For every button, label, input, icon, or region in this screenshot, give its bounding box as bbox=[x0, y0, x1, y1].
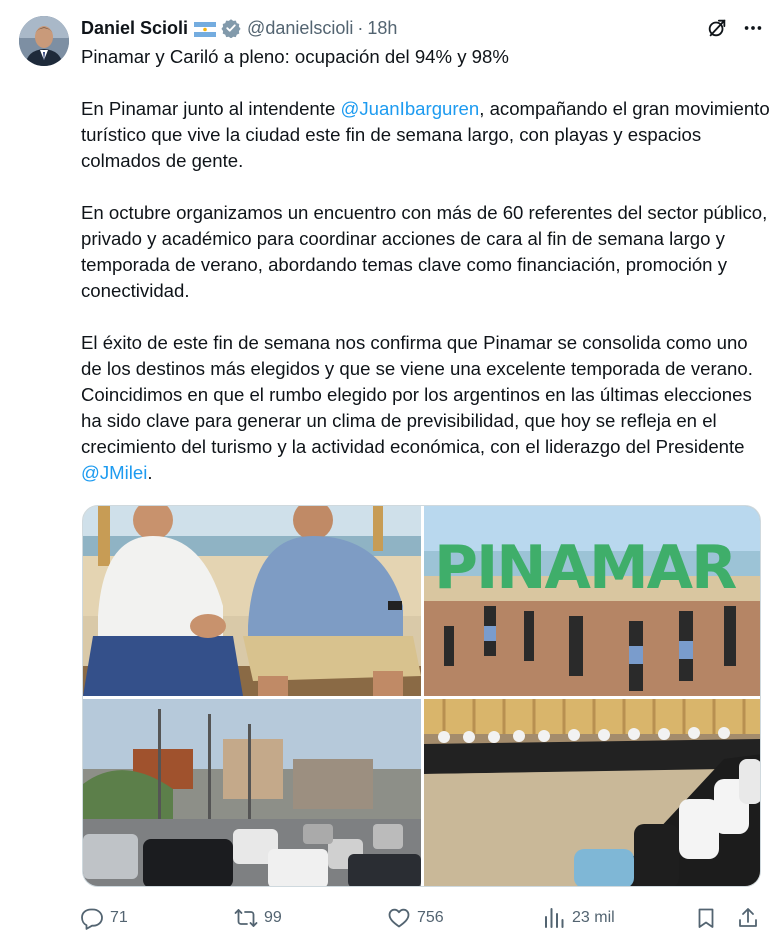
repost-icon bbox=[234, 906, 258, 930]
bookmark-icon bbox=[694, 906, 718, 930]
reply-icon bbox=[80, 906, 104, 930]
more-icon[interactable] bbox=[742, 17, 764, 39]
photo-4[interactable] bbox=[424, 699, 761, 887]
post-paragraph-1: Pinamar y Cariló a pleno: ocupación del 94% y 98% bbox=[81, 46, 509, 67]
verified-badge-icon bbox=[221, 18, 241, 38]
share-icon bbox=[736, 906, 760, 930]
post-paragraph-2 bbox=[81, 96, 771, 174]
separator: · bbox=[357, 17, 364, 38]
photo-2[interactable] bbox=[424, 506, 761, 696]
action-bar bbox=[80, 902, 770, 934]
pinamar-sign: PINAMAR bbox=[434, 533, 736, 603]
mention-juanibarguren[interactable]: @JuanIbarguren bbox=[340, 98, 480, 119]
views-button[interactable] bbox=[542, 902, 615, 934]
repost-button[interactable] bbox=[234, 902, 282, 934]
post-text-segment: , acompañando el gran movimiento turístico que vive la ciudad este fin de semana largo, con playas y espacios colmados de gente. bbox=[81, 98, 770, 171]
post-text-segment: El éxito de este fin de semana nos confirma que Pinamar se consolida como uno de los destinos más elegidos y que se viene una excelente temporada de verano. Coincidimos en que el rumbo elegido por los argentinos en las últimas elecciones ha sido clave para generar un clima de previsibilidad, que hoy se refleja en el crecimiento del turismo y la actividad económica, con el liderazgo del Presidente bbox=[81, 332, 753, 457]
author-name[interactable]: Daniel Scioli bbox=[81, 17, 189, 38]
author-handle[interactable]: @danielscioli bbox=[247, 17, 354, 38]
bookmark-button[interactable] bbox=[694, 902, 718, 934]
like-count: 756 bbox=[417, 909, 444, 926]
photo-3[interactable] bbox=[83, 699, 421, 887]
grok-icon[interactable] bbox=[706, 17, 728, 39]
post-paragraph-4 bbox=[81, 330, 771, 486]
views-count: 23 mil bbox=[572, 909, 615, 926]
post-text-segment: En Pinamar junto al intendente bbox=[81, 98, 341, 119]
argentina-flag-icon bbox=[194, 21, 216, 36]
reply-count: 71 bbox=[110, 909, 128, 926]
post-paragraph-3: En octubre organizamos un encuentro con más de 60 referentes del sector público, privado y académico para coordinar acciones de cara al fin de semana largo y temporada de verano, abordando temas clave como financiación, promoción y conectividad. bbox=[81, 202, 768, 301]
avatar[interactable] bbox=[19, 16, 69, 66]
post-header bbox=[81, 16, 764, 40]
media-grid bbox=[82, 505, 761, 887]
photo-1[interactable] bbox=[83, 506, 421, 696]
reply-button[interactable] bbox=[80, 902, 128, 934]
post-text bbox=[81, 44, 771, 486]
mention-jmilei[interactable]: @JMilei bbox=[81, 462, 148, 483]
post-text-segment: . bbox=[147, 462, 153, 483]
views-icon bbox=[542, 906, 566, 930]
like-icon bbox=[387, 906, 411, 930]
repost-count: 99 bbox=[264, 909, 282, 926]
share-button[interactable] bbox=[736, 902, 760, 934]
like-button[interactable] bbox=[387, 902, 444, 934]
post-time[interactable]: 18h bbox=[367, 17, 398, 38]
